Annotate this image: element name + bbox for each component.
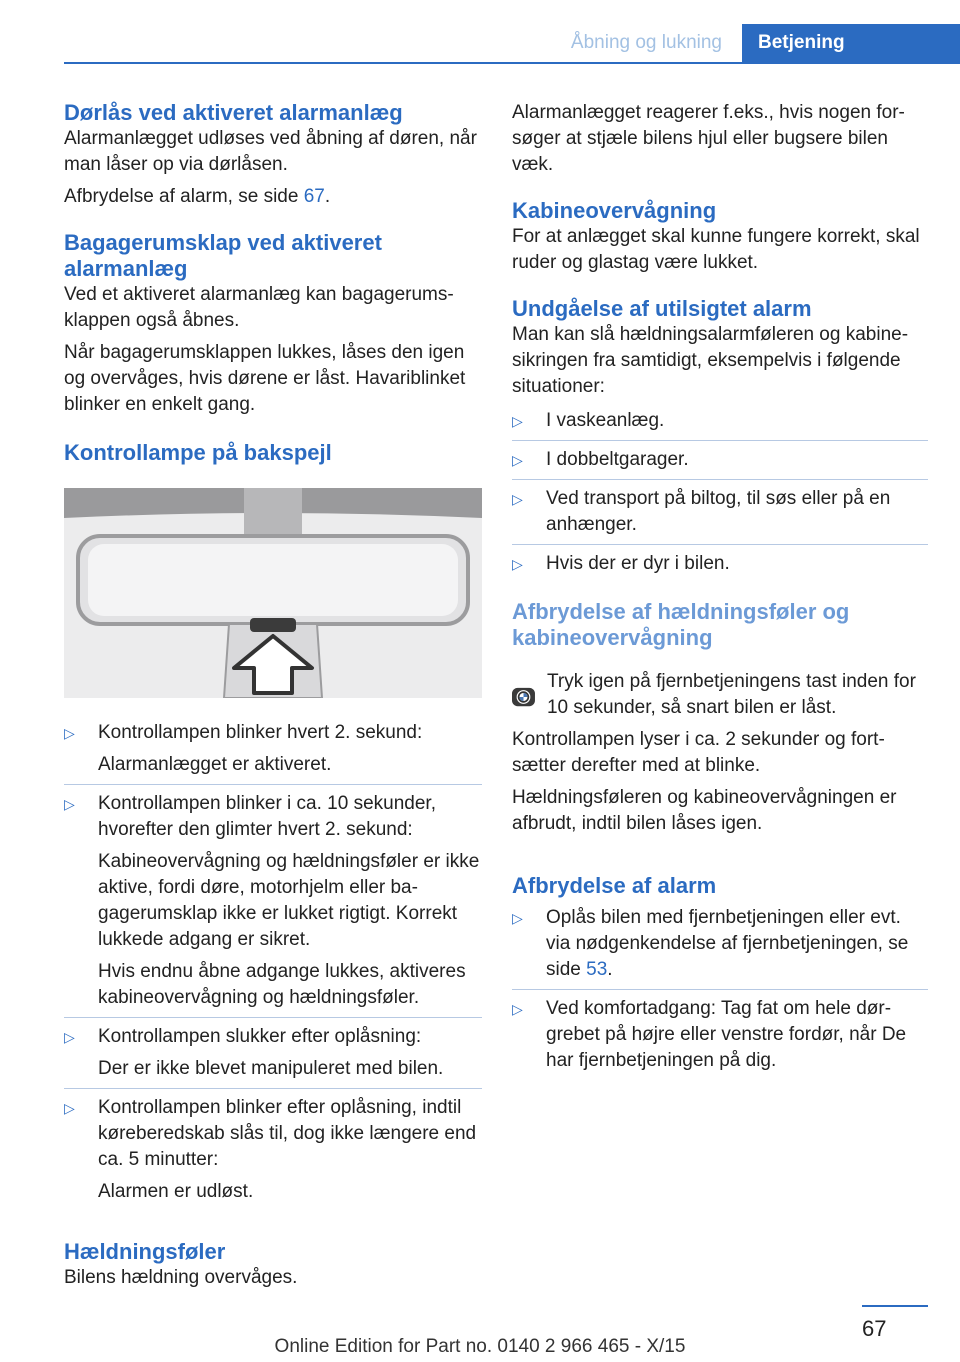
- triangle-bullet-icon: ▷: [512, 491, 523, 507]
- list-subtext: Der er ikke blevet manipuleret med bilen.: [98, 1058, 444, 1079]
- footer-rule: [862, 1305, 928, 1307]
- paragraph: Alarmanlægget reagerer f.eks., hvis nogen forsøger at stjæle bilens hjul eller bugsere bilen væk.: [512, 102, 905, 175]
- page-number: 67: [862, 1316, 887, 1341]
- list-subtext: Hvis endnu åbne adgange lukkes, aktiveres kabineovervågning og hældningsføler.: [98, 961, 466, 1008]
- list-item: ▷ Kontrollampen blinker hvert 2. sekund:: [64, 720, 482, 746]
- list-subtext: Alarmen er udløst.: [98, 1181, 254, 1202]
- triangle-bullet-icon: ▷: [512, 910, 523, 926]
- triangle-bullet-icon: ▷: [512, 452, 523, 468]
- paragraph: Hældningsføleren og kabineovervågningen er afbrudt, indtil bilen låses igen.: [512, 787, 897, 834]
- chapter-tab[interactable]: Betjening: [742, 24, 960, 62]
- list-item: ▷ Kontrollampen blinker i ca. 10 sekunder, hvorefter den glimter hvert 2. sekund:: [64, 793, 436, 840]
- heading-avoid-false-alarm: Undgåelse af utilsigtet alarm: [512, 296, 812, 321]
- heading-interior-monitoring: Kabineovervågning: [512, 198, 717, 223]
- heading-stop-alarm: Afbrydelse af alarm: [512, 873, 717, 898]
- stop-alarm-list: [512, 905, 928, 1074]
- paragraph: Når bagagerumsklappen lukkes, låses den igen og overvåges, hvis dørene er låst. Havariblinket blinker en enkelt gang.: [64, 342, 466, 415]
- list-item: ▷ I dobbeltgarager.: [512, 447, 928, 473]
- list-item: ▷ Oplås bilen med fjernbetjeningen eller evt. via nødgenkendelse af fjernbetjeningen, se side 53.: [512, 907, 909, 980]
- paragraph: Bilens hældning overvåges.: [64, 1267, 298, 1288]
- triangle-bullet-icon: ▷: [64, 1029, 75, 1045]
- paragraph: Kontrollampen lyser i ca. 2 sekunder og fortsætter derefter med at blinke.: [512, 729, 885, 776]
- paragraph: Alarmanlægget udløses ved åbning af døren, når man låser op via dørlåsen.: [64, 128, 477, 175]
- paragraph: Afbrydelse af alarm, se side 67.: [64, 186, 331, 207]
- bmw-logo-icon: [512, 677, 535, 717]
- paragraph: Man kan slå hældningsalarmføleren og kabinesikringen fra samtidigt, eksempelvis i følgende situationer:: [512, 324, 909, 397]
- list-item: ▷ Kontrollampen blinker efter oplåsning, indtil køreberedskab slås til, dog ikke længere end ca. 5 minutter:: [64, 1097, 477, 1170]
- header-rule: [64, 62, 960, 64]
- triangle-bullet-icon: ▷: [64, 1100, 75, 1116]
- triangle-bullet-icon: ▷: [512, 556, 523, 572]
- section-tab[interactable]: Åbning og lukning: [570, 32, 722, 53]
- instruction-text: Tryk igen på fjernbetjeningens tast inden for 10 sekunder, så snart bilen er låst.: [546, 671, 916, 718]
- list-item: ▷ Ved transport på biltog, til søs eller på en anhænger.: [512, 488, 891, 535]
- list-subtext: Alarmanlægget er aktiveret.: [98, 754, 332, 775]
- remote-instruction: [512, 669, 928, 721]
- triangle-bullet-icon: ▷: [64, 725, 75, 741]
- mirror-illustration: [64, 488, 482, 698]
- list-item: ▷ Ved komfortadgang: Tag fat om hele dørgrebet på højre eller venstre fordør, når De har fjernbetjeningen på dig.: [512, 998, 907, 1071]
- list-item: ▷ Hvis der er dyr i bilen.: [512, 551, 928, 577]
- edition-text: Online Edition for Part no. 0140 2 966 465 - X/15: [274, 1336, 686, 1357]
- heading-disable-sensors: Afbrydelse af hældningsføler og kabineovervågning: [512, 599, 850, 650]
- triangle-bullet-icon: ▷: [64, 796, 75, 812]
- list-item: ▷ I vaskeanlæg.: [512, 408, 928, 434]
- paragraph: For at anlægget skal kunne fungere korrekt, skal ruder og glastag være lukket.: [512, 226, 920, 273]
- rearview-mirror-image: [64, 488, 482, 698]
- heading-door-lock: Dørlås ved aktiveret alarmanlæg: [64, 100, 403, 125]
- heading-tilt-sensor: Hældningsføler: [64, 1239, 226, 1264]
- header-tabs: [571, 24, 960, 62]
- heading-indicator-lamp: Kontrollampe på bakspejl: [64, 440, 332, 465]
- situation-bullet-list: [512, 408, 928, 577]
- triangle-bullet-icon: ▷: [512, 413, 523, 429]
- heading-trunk-lid: Bagagerumsklap ved aktiveret alarmanlæg: [64, 230, 382, 281]
- right-column: [512, 100, 928, 1074]
- lamp-bullet-list: [64, 720, 482, 1205]
- page-link[interactable]: 53: [586, 959, 608, 980]
- triangle-bullet-icon: ▷: [512, 1001, 523, 1017]
- list-item: ▷ Kontrollampen slukker efter oplåsning:: [64, 1024, 482, 1050]
- page-link[interactable]: 67: [303, 186, 325, 207]
- paragraph: Ved et aktiveret alarmanlæg kan bagagerumsklappen også åbnes.: [64, 284, 454, 331]
- left-column: [64, 100, 482, 1291]
- list-subtext: Kabineovervågning og hældningsføler er ikke aktive, fordi døre, motorhjelm eller bagagerumsklap ikke er lukket rigtigt. Korrekt lukkede adgang er sikret.: [98, 851, 480, 950]
